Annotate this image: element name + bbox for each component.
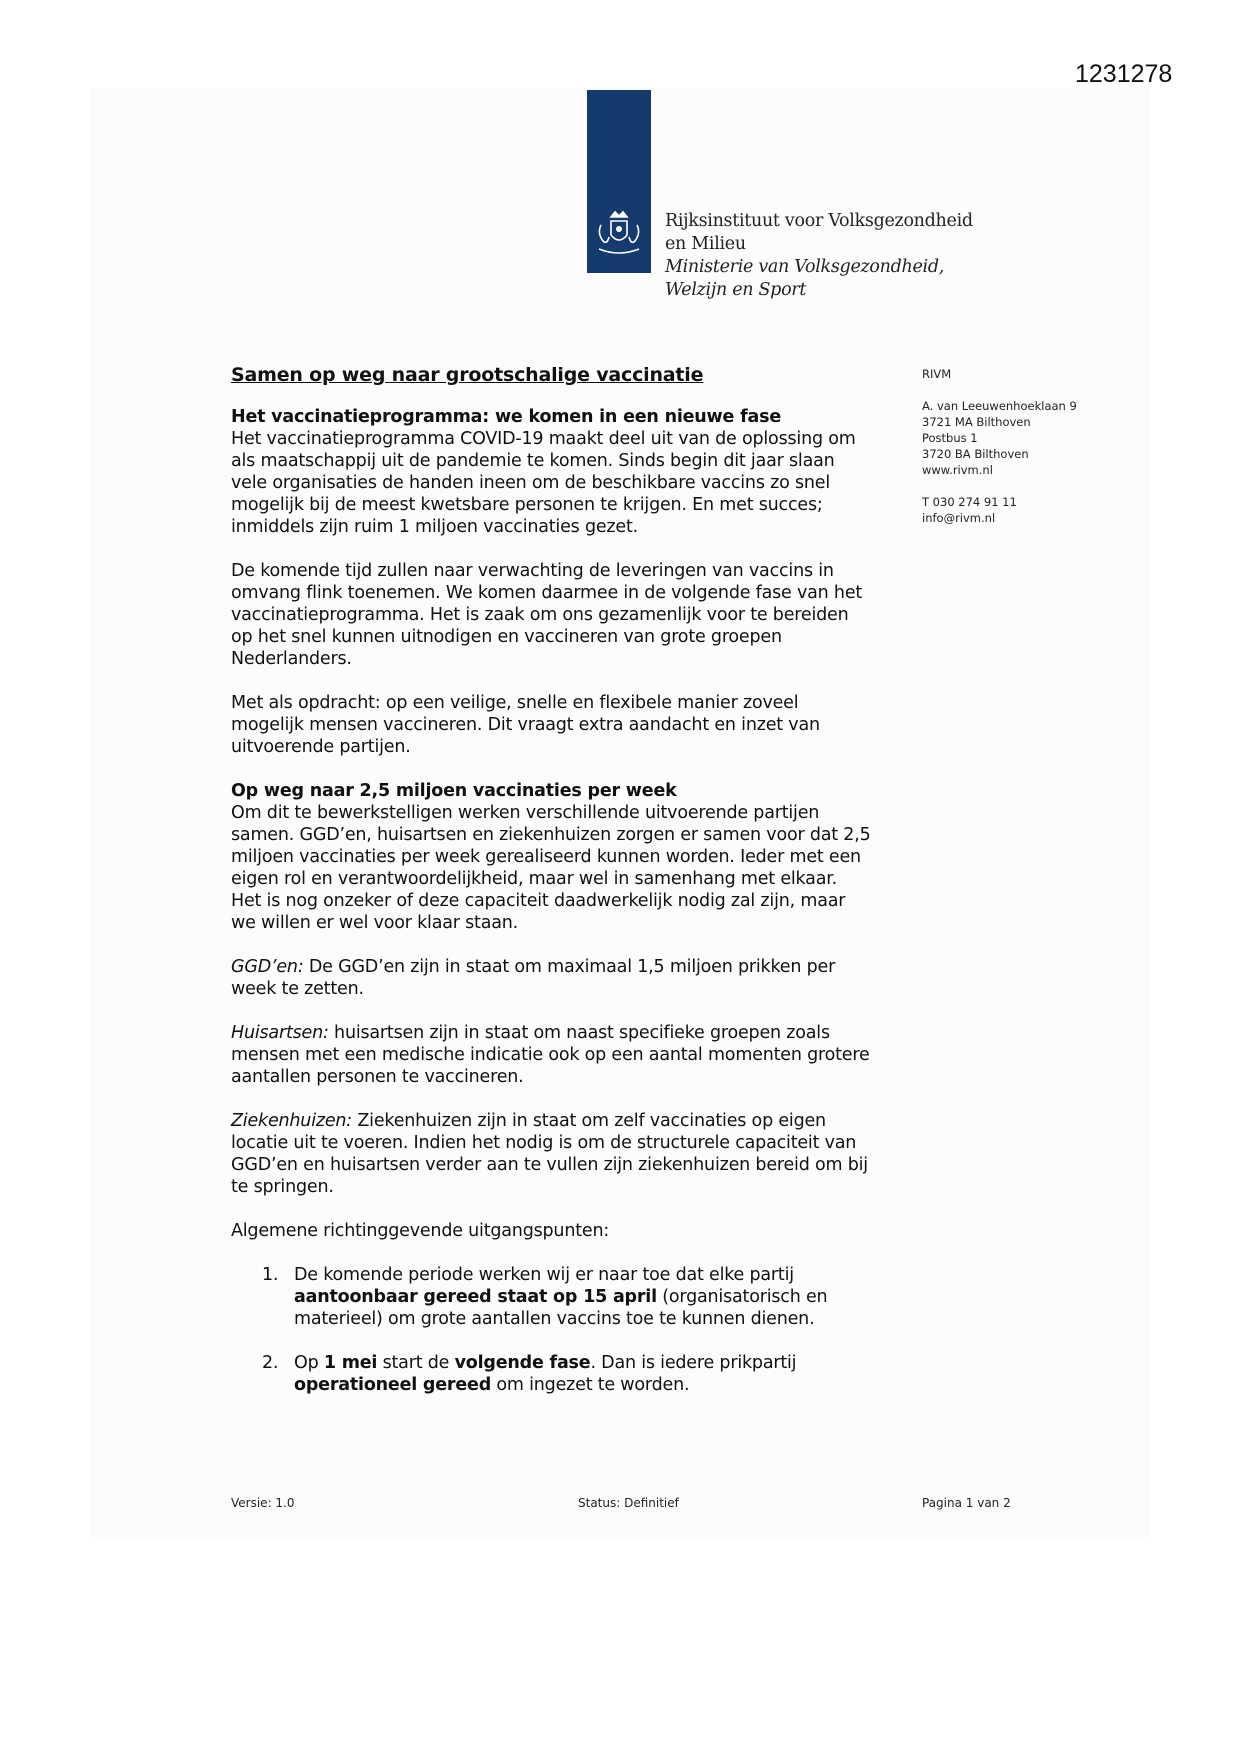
para3-line: Met als opdracht: op een veilige, snelle en flexibele manier zoveel [231,693,799,713]
list-number: 1. [262,1265,279,1285]
address-line: A. van Leeuwenhoeklaan 9 [922,399,1077,413]
para2-line: omvang flink toenemen. We komen daarmee in de volgende fase van het [231,583,863,603]
point1-bold: aantoonbaar gereed staat op 15 april [294,1287,657,1307]
para3-line: uitvoerende partijen. [231,737,411,757]
paragraph-4 [231,802,911,934]
point2-bold: 1 mei [323,1353,378,1373]
paragraph-3 [231,692,911,758]
ggd-label: GGD’en: [231,957,304,977]
para4-line: samen. GGD’en, huisartsen en ziekenhuizen zorgen er samen voor dat 2,5 [231,825,871,845]
address-line: Postbus 1 [922,431,978,445]
para4-line: eigen rol en verantwoordelijkheid, maar wel in samenhang met elkaar. [231,869,837,889]
section1-heading: Het vaccinatieprogramma: we komen in een nieuwe fase [231,407,781,427]
list-number: 2. [262,1353,279,1373]
point1-text: (organisatorisch en [656,1287,828,1307]
para1-line: als maatschappij uit de pandemie te komen. Sinds begin dit jaar slaan [231,451,835,471]
sender-info [922,366,1122,526]
point1-text: materieel) om grote aantallen vaccins toe te kunnen dienen. [294,1309,815,1329]
paragraph-2 [231,560,911,670]
list-item [231,1264,911,1330]
para2-line: vaccinatieprogramma. Het is zaak om ons gezamenlijk voor te bereiden [231,605,849,625]
ziekenhuizen-line: Ziekenhuizen zijn in staat om zelf vaccinaties op eigen [352,1111,826,1131]
huisartsen-line: aantallen personen te vaccineren. [231,1067,524,1087]
huisartsen-line: mensen met een medische indicatie ook op een aantal momenten grotere [231,1045,870,1065]
huisartsen-label: Huisartsen: [231,1023,329,1043]
ziekenhuizen-label: Ziekenhuizen: [231,1111,352,1131]
para4-line: we willen er wel voor klaar staan. [231,913,519,933]
para1-line: inmiddels zijn ruim 1 miljoen vaccinaties gezet. [231,517,638,537]
para1-line: Het vaccinatieprogramma COVID-19 maakt deel uit van de oplossing om [231,429,856,449]
huisartsen-line: huisartsen zijn in staat om naast specifieke groepen zoals [328,1023,830,1043]
footer-status: Status: Definitief [578,1496,679,1510]
para2-line: Nederlanders. [231,649,352,669]
para4-line: miljoen vaccinaties per week gerealiseerd kunnen worden. Ieder met een [231,847,861,867]
email-link[interactable]: info@rivm.nl [922,511,996,525]
address-line: 3720 BA Bilthoven [922,447,1029,461]
paragraph-ziekenhuizen [231,1110,911,1198]
para1-line: mogelijk bij de meest kwetsbare personen te krijgen. En met succes; [231,495,823,515]
section2-heading: Op weg naar 2,5 miljoen vaccinaties per week [231,781,677,801]
point2-bold: volgende fase [454,1353,591,1373]
point2-text: . Dan is iedere prikpartij [590,1353,797,1373]
royal-coat-of-arms-icon [587,203,651,265]
point1-text: De komende periode werken wij er naar toe dat elke partij [294,1265,794,1285]
para2-line: De komende tijd zullen naar verwachting de leveringen van vaccins in [231,561,834,581]
principles-list [231,1264,911,1396]
para2-line: op het snel kunnen uitnodigen en vaccineren van grote groepen [231,627,782,647]
paragraph-ggd [231,956,911,1000]
ziekenhuizen-line: GGD’en en huisartsen verder aan te vullen zijn ziekenhuizen bereid om bij [231,1155,868,1175]
sender-org: RIVM [922,367,952,381]
ggd-line: week te zetten. [231,979,364,999]
logo-text [665,210,973,302]
ziekenhuizen-line: te springen. [231,1177,334,1197]
paragraph-1 [231,428,911,538]
document-id: 1231278 [1075,60,1173,88]
phone-number: T 030 274 91 11 [922,495,1017,509]
website-link[interactable]: www.rivm.nl [922,463,993,477]
para4-line: Het is nog onzeker of deze capaciteit daadwerkelijk nodig zal zijn, maar [231,891,846,911]
principles-intro: Algemene richtinggevende uitgangspunten: [231,1221,610,1241]
para1-line: vele organisaties de handen ineen om de beschikbare vaccins zo snel [231,473,830,493]
para4-line: Om dit te bewerkstelligen werken verschillende uitvoerende partijen [231,803,820,823]
address-line: 3721 MA Bilthoven [922,415,1031,429]
paragraph-huisartsen [231,1022,911,1088]
point2-text: start de [377,1353,455,1373]
footer-page: Pagina 1 van 2 [922,1496,1011,1510]
para3-line: mogelijk mensen vaccineren. Dit vraagt extra aandacht en inzet van [231,715,820,735]
point2-text: Op [294,1353,324,1373]
point2-bold: operationeel gereed [294,1375,492,1395]
point2-text: om ingezet te worden. [491,1375,690,1395]
footer-version: Versie: 1.0 [231,1496,295,1510]
logo-line-3: Ministerie van Volksgezondheid, [665,257,945,277]
main-content [231,362,911,1396]
list-item [231,1352,911,1396]
ziekenhuizen-line: locatie uit te voeren. Indien het nodig is om de structurele capaciteit van [231,1133,857,1153]
logo-line-2: en Milieu [665,234,746,254]
logo-line-4: Welzijn en Sport [665,280,807,300]
logo-line-1: Rijksinstituut voor Volksgezondheid [665,211,973,231]
document-title: Samen op weg naar grootschalige vaccinatie [231,364,704,386]
ggd-line: De GGD’en zijn in staat om maximaal 1,5 miljoen prikken per [303,957,836,977]
